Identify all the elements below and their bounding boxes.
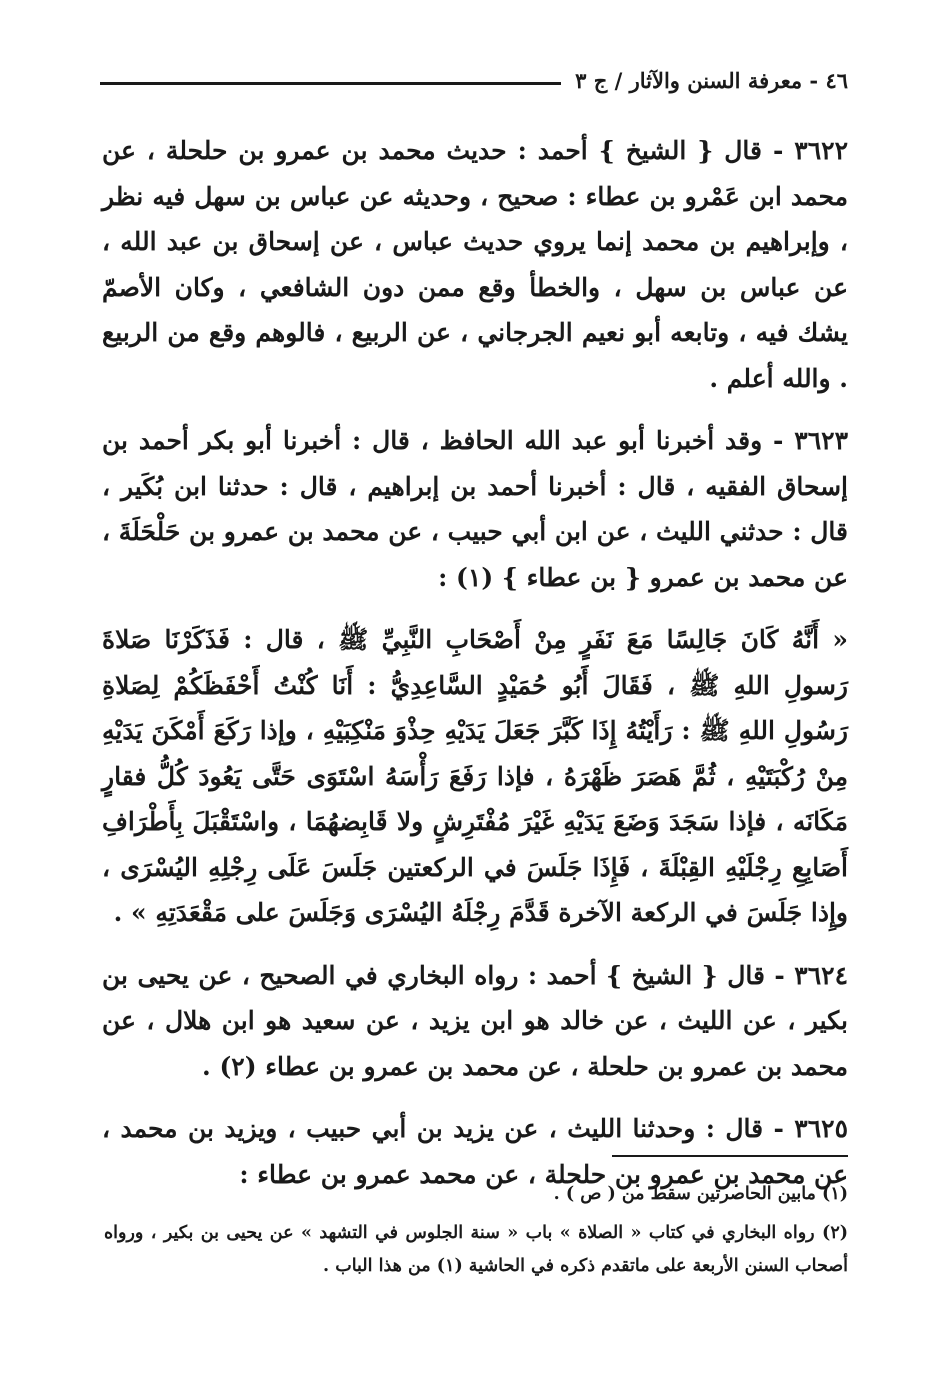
paragraph-3625: ٣٦٢٥ - قال : وحدثنا الليث ، عن يزيد بن أبي حبيب ، ويزيد بن محمد ، عن محمد بن عمرو بن حلحلة ، عن محمد عمرو بن عطاء : [102, 1114, 848, 1189]
page-header [100, 60, 848, 100]
paragraph-3622: ٣٦٢٢ - قال { الشيخ } أحمد : حديث محمد بن عمرو بن حلحلة ، عن محمد ابن عَمْرو بن عطاء : صحيح ، وحديثه عن عباس بن سهل فيه نظر ، وإبراهيم بن محمد إنما يروي حديث عباس ، عن إسحاق بن عبد الله ، عن عباس بن سهل ، والخطأ وقع ممن دون الشافعي ، وكان الأصمّ يشك فيه ، وتابعه أبو نعيم الجرجاني ، عن الربيع ، فالوهم وقع من الربيع . والله أعلم . [102, 136, 848, 393]
paragraph-3624: ٣٦٢٤ - قال { الشيخ } أحمد : رواه البخاري في الصحيح ، عن يحيى بن بكير ، عن الليث ، عن خالد هو ابن يزيد ، عن سعيد هو ابن هلال ، عن محمد بن عمرو بن حلحلة ، عن محمد بن عمرو بن عطاء (٢) . [102, 960, 848, 1081]
main-text [102, 128, 848, 1214]
paragraph-3623: ٣٦٢٣ - وقد أخبرنا أبو عبد الله الحافظ ، قال : أخبرنا أبو بكر أحمد بن إسحاق الفقيه ، قال : أخبرنا أحمد بن إبراهيم ، قال : حدثنا ابن بُكَير ، قال : حدثني الليث ، عن ابن أبي حبيب ، عن محمد بن عمرو بن حَلْحَلَةَ ، عن محمد بن عمرو { بن عطاء } (١) : [102, 426, 848, 592]
footnote-separator [612, 1155, 848, 1157]
hadith-quote: « أَنَّهُ كَانَ جَالِسًا مَعَ نَفَرٍ مِنْ أَصْحَابِ النَّبِيِّ ﷺ ، قال : فَذَكَرْنَا صَلاةَ رَسولِ اللهِ ﷺ ، فَقَالَ أَبُو حُمَيْدٍ السَّاعِدِيُّ : أَنَا كُنْتُ أَحْفَظَكُمْ لِصَلاةِ رَسُولِ اللهِ ﷺ : رَأَيْتُهُ إِذَا كَبَّرَ جَعَلَ يَدَيْهِ حِذْوَ مَنْكِبَيْهِ ، وإذا رَكَعَ أَمْكَنَ يَدَيْهِ مِنْ رُكْبَتَيْهِ ، ثُمَّ هَصَرَ ظَهْرَهُ ، فإذا رَفَعَ رَأْسَهُ اسْتَوَى حَتَّى يَعُودَ كُلُّ فقارٍ مَكَانَه ، فإذا سَجَدَ وَضَعَ يَدَيْهِ غَيْرَ مُفْتَرِشٍ ولا قَابِضهُمَا ، واسْتَقْبَلَ بِأَطْرَافِ أَصَابِعِ رِجْلَيْهِ القِبْلَةَ ، فَإِذَا جَلَسَ في الركعتين جَلَسَ عَلَى رِجْلِهِ اليُسْرَى ، وإِذا جَلَسَ في الركعة الآخرة قَدَّمَ رِجْلَهُ اليُسْرَى وَجَلَسَ على مَقْعَدَتِهِ » . [102, 625, 848, 927]
header-title: ٤٦ - معرفة السنن والآثار / ج ٣ [575, 67, 848, 93]
footnotes [104, 1178, 848, 1289]
footnote-1: (١) مابين الحاصرتين سقط من ( ص ) . [553, 1184, 848, 1204]
footnote-2: (٢) رواه البخاري في كتاب « الصلاة » باب « سنة الجلوس في التشهد » عن يحيى بن بكير ، ورواه أصحاب السنن الأربعة على ماتقدم ذكره في الحاشية (١) من هذا الباب . [104, 1223, 848, 1276]
header-rule [100, 82, 561, 85]
